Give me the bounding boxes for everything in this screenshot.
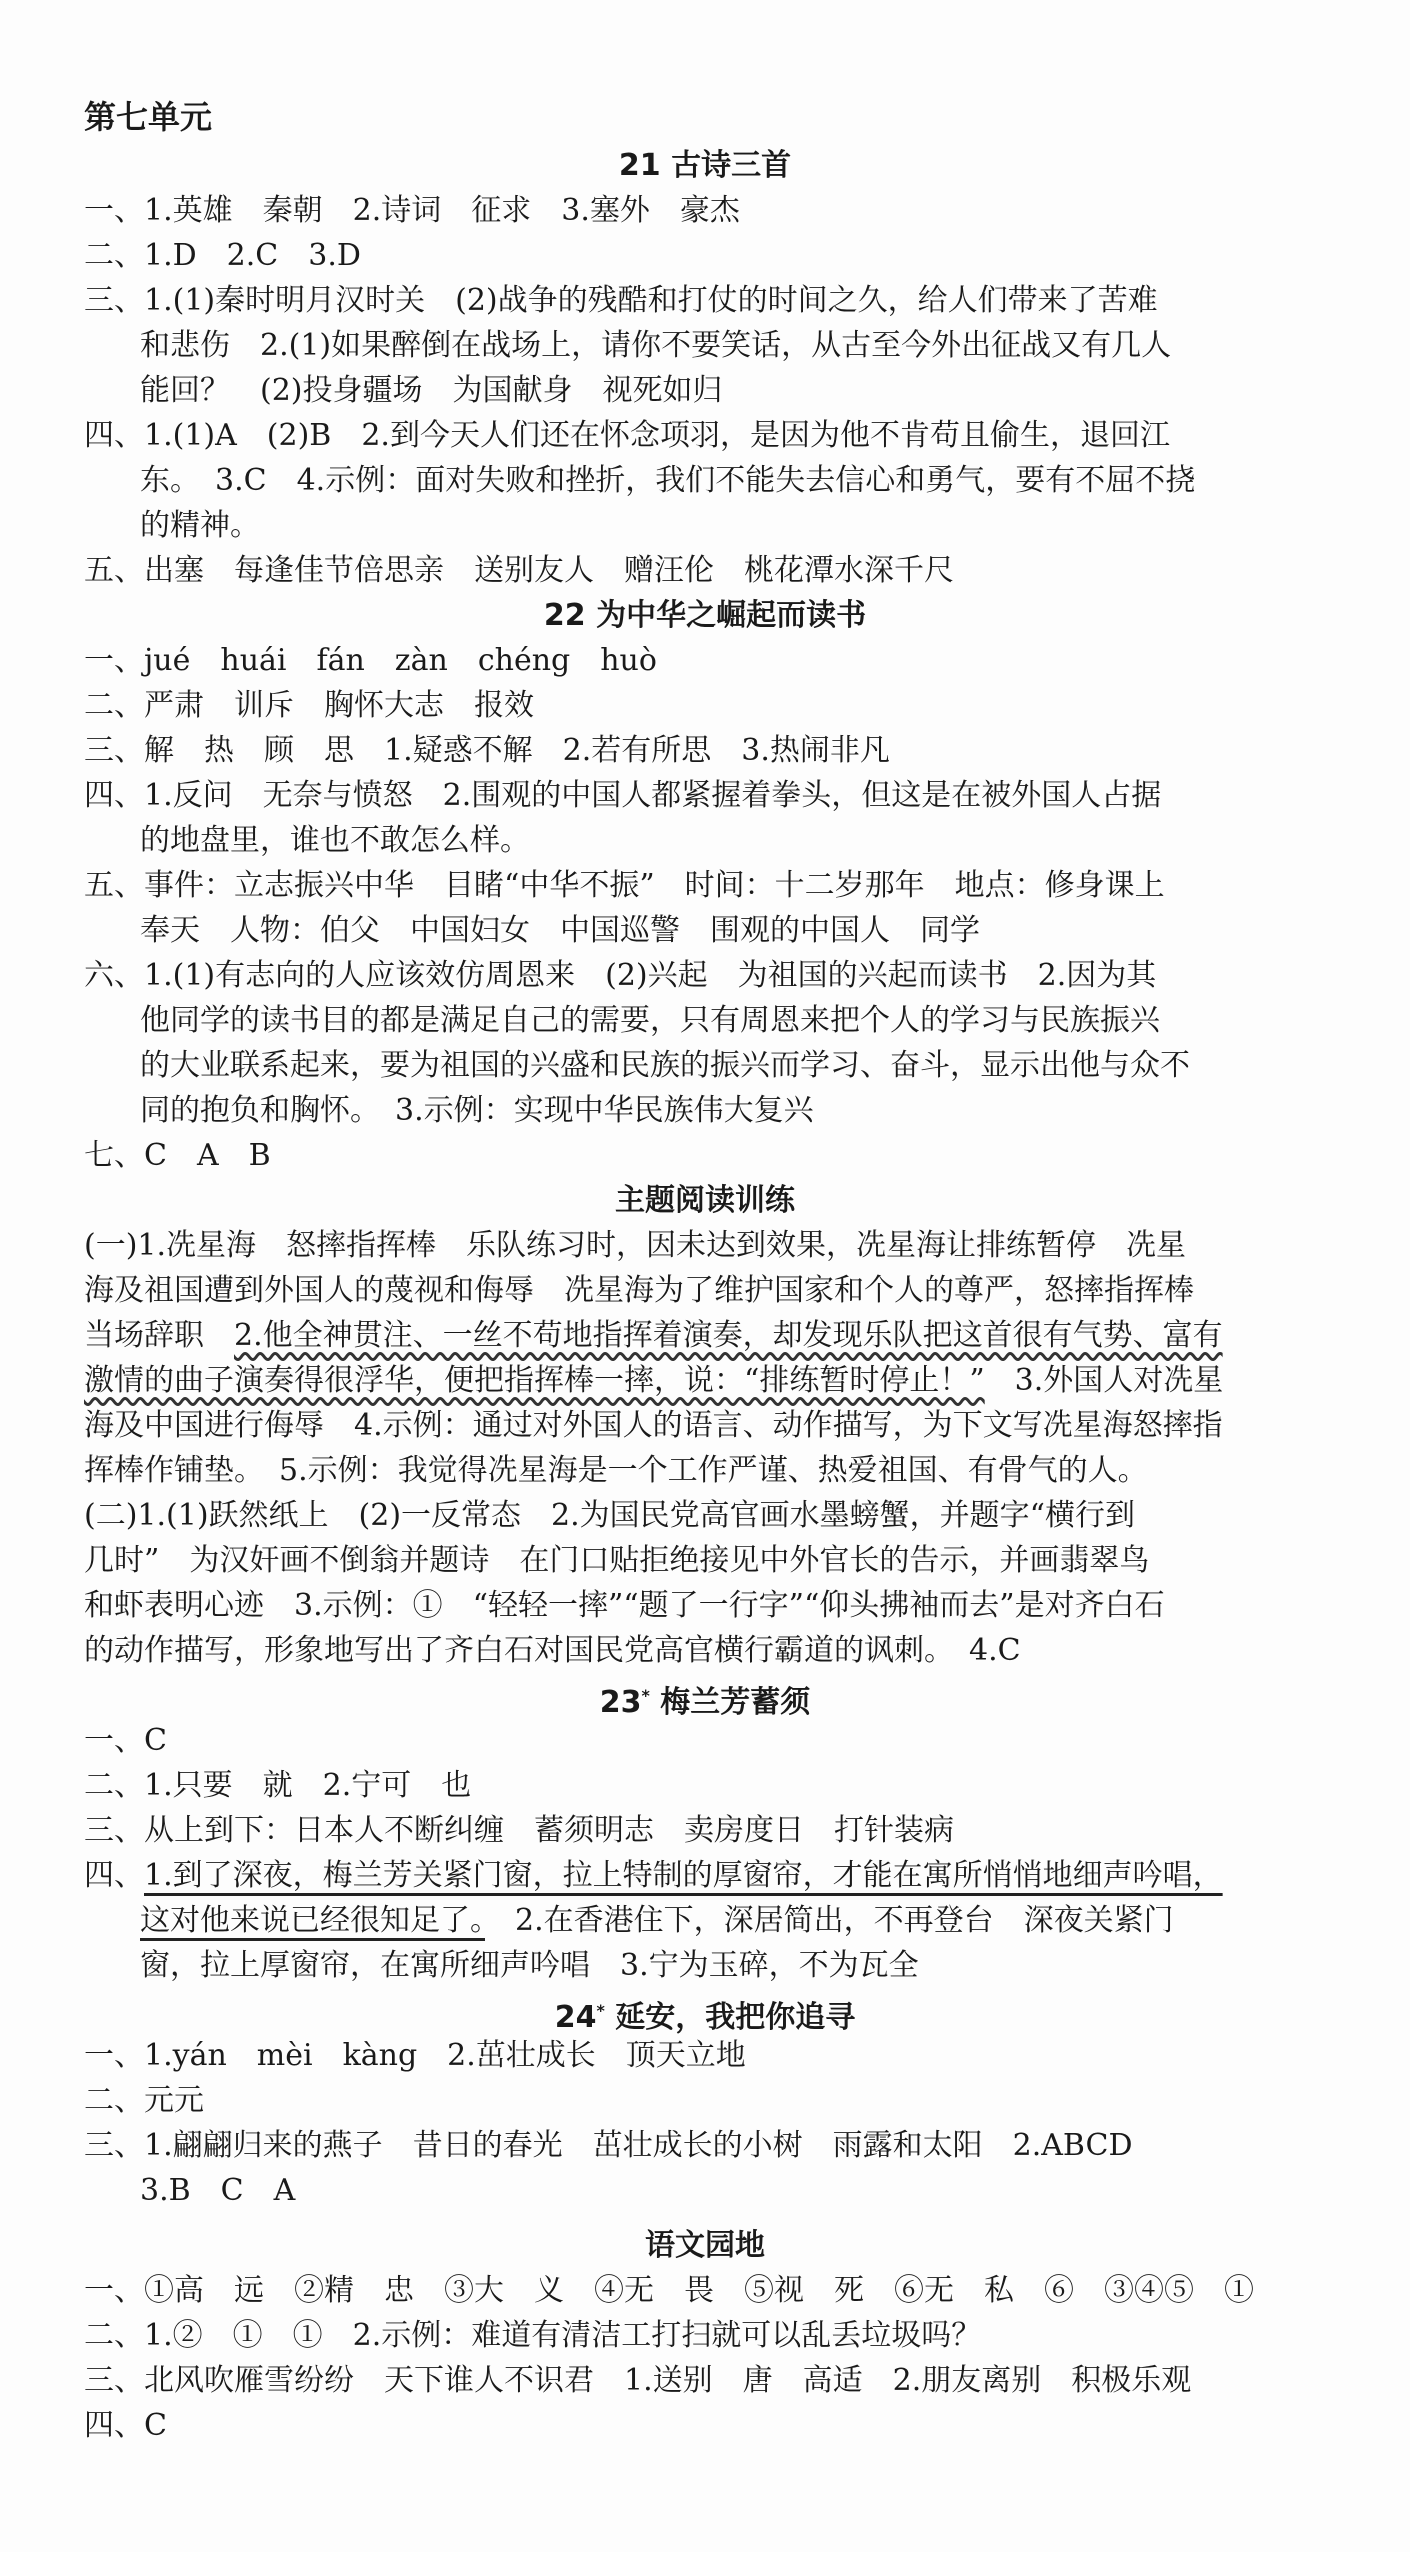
answer-line: 3.B C A <box>140 2173 296 2208</box>
answer-line: 七、C A B <box>84 1138 271 1173</box>
section-number: 24 <box>554 2000 597 2035</box>
answer-line: 一、①高 远 ②精 忠 ③大 义 ④无 畏 ⑤视 死 ⑥无 私 ⑥ ③④⑤ ① <box>84 2273 1254 2308</box>
answer-line: 六、1.(1)有志向的人应该效仿周恩来 (2)兴起 为祖国的兴起而读书 2.因为其 <box>84 958 1157 993</box>
section-21-title: 21 古诗三首 <box>618 148 792 183</box>
optional-star-mark: * <box>596 2001 605 2020</box>
answer-text: 2.在香港住下，深居简出，不再登台 深夜关紧门 <box>485 1903 1174 1938</box>
answer-line: 三、从上到下：日本人不断纠缠 蓄须明志 卖房度日 打针装病 <box>84 1813 954 1848</box>
answer-line: 窗，拉上厚窗帘，在寓所细声吟唱 3.宁为玉碎，不为瓦全 <box>140 1948 919 1983</box>
answer-line: 的大业联系起来，要为祖国的兴盛和民族的振兴而学习、奋斗，显示出他与众不 <box>140 1048 1190 1083</box>
answer-line: 几时” 为汉奸画不倒翁并题诗 在门口贴拒绝接见中外官长的告示，并画翡翠鸟 <box>84 1543 1150 1578</box>
answer-line: 挥棒作铺垫。 5.示例：我觉得冼星海是一个工作严谨、热爱祖国、有骨气的人。 <box>84 1453 1148 1488</box>
answer-text: 3.外国人对冼星 <box>984 1363 1224 1398</box>
answer-line: 五、出塞 每逢佳节倍思亲 送别友人 赠汪伦 桃花潭水深千尺 <box>84 553 954 588</box>
answer-line <box>84 1316 1334 1356</box>
answer-line: 一、C <box>84 1723 167 1758</box>
underlined-text: 1.到了深夜，梅兰芳关紧门窗，拉上特制的厚窗帘，才能在寓所悄悄地细声吟唱， <box>144 1858 1223 1893</box>
section-24-title <box>0 1991 1410 2038</box>
section-22-title: 22 为中华之崛起而读书 <box>543 598 867 633</box>
answer-line: 二、元元 <box>84 2083 204 2118</box>
answer-line: 一、1.英雄 秦朝 2.诗词 征求 3.塞外 豪杰 <box>84 193 740 228</box>
answer-line <box>140 1901 1390 1941</box>
section-name: 延安，我把你追寻 <box>615 2000 856 2035</box>
answer-line: 二、1.只要 就 2.宁可 也 <box>84 1768 472 1803</box>
answer-line: 东。 3.C 4.示例：面对失败和挫折，我们不能失去信心和勇气，要有不屈不挠 <box>140 463 1196 498</box>
section-number: 23 <box>599 1685 642 1720</box>
answer-line: 二、1.D 2.C 3.D <box>84 238 361 273</box>
answer-line: 一、jué huái fán zàn chéng huò <box>84 643 657 678</box>
unit-title: 第七单元 <box>84 98 213 136</box>
underlined-text: 这对他来说已经很知足了。 <box>140 1903 485 1938</box>
answer-line: (二)1.(1)跃然纸上 (2)一反常态 2.为国民党高官画水墨螃蟹，并题字“横行到 <box>84 1498 1135 1533</box>
answer-line: 和虾表明心迹 3.示例：① “轻轻一摔”“题了一行字”“仰头拂袖而去”是对齐白石 <box>84 1588 1165 1623</box>
answer-line: 三、1.翩翩归来的燕子 昔日的春光 茁壮成长的小树 雨露和太阳 2.ABCD <box>84 2128 1133 2163</box>
answer-line: 四、1.反问 无奈与愤怒 2.围观的中国人都紧握着拳头，但这是在被外国人占据 <box>84 778 1162 813</box>
section-23-title <box>0 1676 1410 1723</box>
answer-line: 的精神。 <box>140 508 260 543</box>
answer-line: 二、1.② ① ① 2.示例：难道有清洁工打扫就可以乱丢垃圾吗？ <box>84 2318 982 2353</box>
answer-line: 的动作描写，形象地写出了齐白石对国民党高官横行霸道的讽刺。 4.C <box>84 1633 1021 1668</box>
theme-reading-title: 主题阅读训练 <box>615 1183 795 1218</box>
answer-line: 的地盘里，谁也不敢怎么样。 <box>140 823 530 858</box>
answer-line: 二、严肃 训斥 胸怀大志 报效 <box>84 688 534 723</box>
answer-line: 和悲伤 2.(1)如果醉倒在战场上，请你不要笑话，从古至今外出征战又有几人 <box>140 328 1172 363</box>
answer-text: 当场辞职 <box>84 1318 234 1353</box>
answer-line: (一)1.冼星海 怒摔指挥棒 乐队练习时，因未达到效果，冼星海让排练暂停 冼星 <box>84 1228 1187 1263</box>
answer-line <box>84 1361 1334 1401</box>
answer-line: 三、北风吹雁雪纷纷 天下谁人不识君 1.送别 唐 高适 2.朋友离别 积极乐观 <box>84 2363 1192 2398</box>
optional-star-mark: * <box>641 1686 650 1705</box>
answer-line: 同的抱负和胸怀。 3.示例：实现中华民族伟大复兴 <box>140 1093 814 1128</box>
answer-line: 海及中国进行侮辱 4.示例：通过对外国人的语言、动作描写，为下文写冼星海怒摔指 <box>84 1408 1223 1443</box>
answer-line: 四、1.(1)A (2)B 2.到今天人们还在怀念项羽，是因为他不肯苟且偷生，退回江 <box>84 418 1170 453</box>
answer-line: 一、1.yán mèi kàng 2.茁壮成长 顶天立地 <box>84 2038 746 2073</box>
answer-text: 四、 <box>84 1858 144 1893</box>
answer-line: 三、1.(1)秦时明月汉时关 (2)战争的残酷和打仗的时间之久，给人们带来了苦难 <box>84 283 1158 318</box>
answer-line: 奉天 人物：伯父 中国妇女 中国巡警 围观的中国人 同学 <box>140 913 980 948</box>
wavy-underlined-text: 激情的曲子演奏得很浮华，便把指挥棒一摔，说：“排练暂时停止！” <box>84 1363 985 1398</box>
answer-line: 海及祖国遭到外国人的蔑视和侮辱 冼星海为了维护国家和个人的尊严，怒摔指挥棒 <box>84 1273 1194 1308</box>
chinese-garden-title: 语文园地 <box>645 2228 765 2263</box>
answer-line <box>84 1856 1334 1896</box>
section-name: 梅兰芳蓄须 <box>660 1685 811 1720</box>
answer-line: 他同学的读书目的都是满足自己的需要，只有周恩来把个人的学习与民族振兴 <box>140 1003 1160 1038</box>
wavy-underlined-text: 2.他全神贯注、一丝不苟地指挥着演奏，却发现乐队把这首很有气势、富有 <box>234 1318 1223 1353</box>
answer-line: 能回？ (2)投身疆场 为国献身 视死如归 <box>140 373 723 408</box>
answer-line: 三、解 热 顾 思 1.疑惑不解 2.若有所思 3.热闹非凡 <box>84 733 890 768</box>
answer-line: 五、事件：立志振兴中华 目睹“中华不振” 时间：十二岁那年 地点：修身课上 <box>84 868 1165 903</box>
answer-line: 四、C <box>84 2408 167 2443</box>
